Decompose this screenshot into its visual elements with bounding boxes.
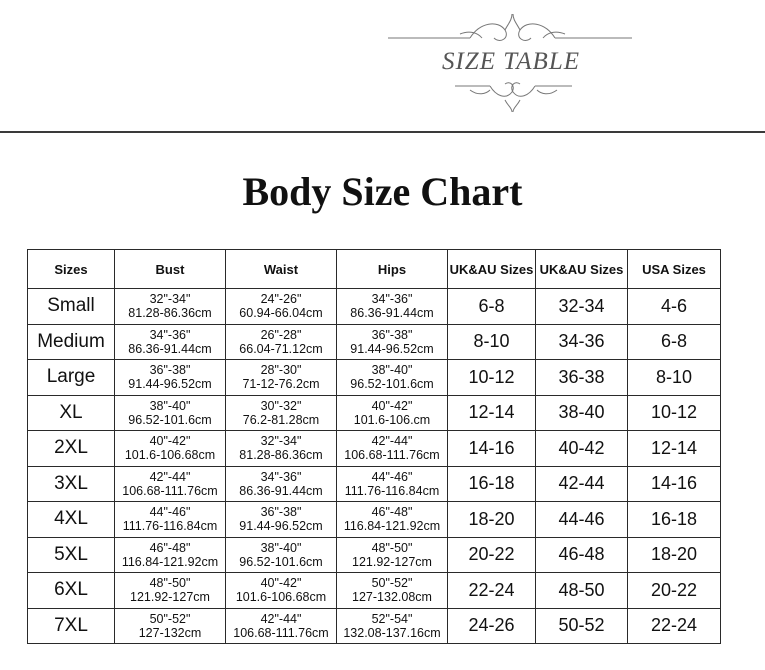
usa-size-cell: 4-6 <box>628 289 721 325</box>
hips-cell-cm: 116.84-121.92cm <box>343 519 441 534</box>
hips-cell-inches: 34"-36" <box>371 292 413 307</box>
waist-cell <box>226 573 337 609</box>
uk-au-size-cell: 16-18 <box>448 466 536 502</box>
page-title: Body Size Chart <box>242 169 523 214</box>
hips-cell <box>337 573 448 609</box>
hips-cell-inches: 52"-54" <box>371 611 413 626</box>
waist-cell <box>226 360 337 396</box>
size-cell: 2XL <box>28 431 115 467</box>
size-cell: 3XL <box>28 466 115 502</box>
bust-cell <box>115 431 226 467</box>
bust-cell <box>115 324 226 360</box>
waist-cell-inches: 42"-44" <box>260 611 302 626</box>
bust-cell-cm: 111.76-116.84cm <box>122 519 218 534</box>
size-cell: 5XL <box>28 537 115 573</box>
waist-cell <box>226 395 337 431</box>
bust-cell-inches: 48"-50" <box>149 576 191 591</box>
column-header: USA Sizes <box>628 250 721 289</box>
hips-cell <box>337 502 448 538</box>
bust-cell-inches: 36"-38" <box>149 363 191 378</box>
uk-au-size-cell: 8-10 <box>448 324 536 360</box>
uk-au-size-cell: 22-24 <box>448 573 536 609</box>
uk-au-size-cell: 24-26 <box>448 608 536 644</box>
hips-cell <box>337 360 448 396</box>
bust-cell-inches: 44"-46" <box>149 505 191 520</box>
table-row <box>28 573 721 609</box>
bust-cell-inches: 46"-48" <box>149 540 191 555</box>
hips-cell <box>337 537 448 573</box>
waist-cell <box>226 608 337 644</box>
usa-size-cell: 22-24 <box>628 608 721 644</box>
uk-au-size-cell-2: 48-50 <box>536 573 628 609</box>
hips-cell-inches: 42"-44" <box>371 434 413 449</box>
waist-cell-cm: 71-12-76.2cm <box>242 377 320 392</box>
waist-cell <box>226 466 337 502</box>
bust-cell-inches: 50"-52" <box>149 611 191 626</box>
bust-cell <box>115 502 226 538</box>
size-cell: 6XL <box>28 573 115 609</box>
table-row <box>28 608 721 644</box>
uk-au-size-cell-2: 50-52 <box>536 608 628 644</box>
hips-cell <box>337 466 448 502</box>
waist-cell-cm: 106.68-111.76cm <box>233 625 329 640</box>
size-cell: Medium <box>28 324 115 360</box>
table-row <box>28 431 721 467</box>
column-header: Hips <box>337 250 448 289</box>
bust-cell <box>115 608 226 644</box>
table-row <box>28 289 721 325</box>
hips-cell-cm: 132.08-137.16cm <box>343 625 441 640</box>
size-table-banner <box>0 0 765 132</box>
hips-cell <box>337 431 448 467</box>
waist-cell-cm: 96.52-101.6cm <box>239 554 323 569</box>
bust-cell-cm: 121.92-127cm <box>130 590 210 605</box>
table-row <box>28 502 721 538</box>
hips-cell-cm: 91.44-96.52cm <box>350 341 434 356</box>
hips-cell-cm: 86.36-91.44cm <box>350 306 434 321</box>
hips-cell-cm: 96.52-101.6cm <box>350 377 434 392</box>
hips-cell <box>337 289 448 325</box>
size-cell: XL <box>28 395 115 431</box>
hips-cell-inches: 36"-38" <box>371 327 413 342</box>
usa-size-cell: 20-22 <box>628 573 721 609</box>
table-row <box>28 537 721 573</box>
waist-cell-cm: 91.44-96.52cm <box>239 519 323 534</box>
table-row <box>28 466 721 502</box>
bust-cell-cm: 91.44-96.52cm <box>128 377 212 392</box>
usa-size-cell: 8-10 <box>628 360 721 396</box>
waist-cell-cm: 81.28-86.36cm <box>239 448 323 463</box>
hips-cell-cm: 127-132.08cm <box>352 590 432 605</box>
bust-cell <box>115 395 226 431</box>
size-table <box>27 249 721 644</box>
uk-au-size-cell-2: 46-48 <box>536 537 628 573</box>
uk-au-size-cell-2: 32-34 <box>536 289 628 325</box>
usa-size-cell: 14-16 <box>628 466 721 502</box>
waist-cell-inches: 40"-42" <box>260 576 302 591</box>
bust-cell <box>115 537 226 573</box>
uk-au-size-cell-2: 42-44 <box>536 466 628 502</box>
bust-cell-cm: 127-132cm <box>138 625 202 640</box>
bust-cell-inches: 32"-34" <box>149 292 191 307</box>
waist-cell-cm: 66.04-71.12cm <box>239 341 323 356</box>
bust-cell <box>115 289 226 325</box>
size-cell: Small <box>28 289 115 325</box>
hips-cell-inches: 48"-50" <box>371 540 413 555</box>
bust-cell-inches: 34"-36" <box>149 327 191 342</box>
waist-cell <box>226 324 337 360</box>
uk-au-size-cell-2: 44-46 <box>536 502 628 538</box>
table-row <box>28 324 721 360</box>
bust-cell <box>115 573 226 609</box>
bust-cell-cm: 81.28-86.36cm <box>128 306 212 321</box>
bust-cell-cm: 96.52-101.6cm <box>128 412 212 427</box>
bust-cell-inches: 42"-44" <box>149 469 191 484</box>
usa-size-cell: 6-8 <box>628 324 721 360</box>
ornament-flourish-icon <box>0 0 765 132</box>
uk-au-size-cell: 14-16 <box>448 431 536 467</box>
usa-size-cell: 18-20 <box>628 537 721 573</box>
size-cell: 4XL <box>28 502 115 538</box>
waist-cell-cm: 101.6-106.68cm <box>235 590 327 605</box>
column-header: UK&AU Sizes <box>536 250 628 289</box>
uk-au-size-cell: 18-20 <box>448 502 536 538</box>
column-header: Sizes <box>28 250 115 289</box>
waist-cell-inches: 24"-26" <box>260 292 302 307</box>
table-row <box>28 360 721 396</box>
hips-cell <box>337 324 448 360</box>
uk-au-size-cell-2: 38-40 <box>536 395 628 431</box>
uk-au-size-cell: 20-22 <box>448 537 536 573</box>
uk-au-size-cell-2: 36-38 <box>536 360 628 396</box>
uk-au-size-cell-2: 34-36 <box>536 324 628 360</box>
hips-cell-cm: 111.76-116.84cm <box>344 483 440 498</box>
waist-cell <box>226 537 337 573</box>
hips-cell-cm: 106.68-111.76cm <box>344 448 440 463</box>
hips-cell-inches: 50"-52" <box>371 576 413 591</box>
table-row <box>28 395 721 431</box>
column-header: Bust <box>115 250 226 289</box>
column-header: Waist <box>226 250 337 289</box>
hips-cell-inches: 38"-40" <box>371 363 413 378</box>
usa-size-cell: 12-14 <box>628 431 721 467</box>
hips-cell-cm: 101.6-106.cm <box>353 412 431 427</box>
waist-cell-inches: 34"-36" <box>260 469 302 484</box>
size-cell: Large <box>28 360 115 396</box>
waist-cell-inches: 36"-38" <box>260 505 302 520</box>
bust-cell-cm: 116.84-121.92cm <box>121 554 219 569</box>
usa-size-cell: 16-18 <box>628 502 721 538</box>
hips-cell-cm: 121.92-127cm <box>352 554 432 569</box>
bust-cell <box>115 360 226 396</box>
hips-cell-inches: 46"-48" <box>371 505 413 520</box>
waist-cell-cm: 60.94-66.04cm <box>239 306 323 321</box>
uk-au-size-cell-2: 40-42 <box>536 431 628 467</box>
uk-au-size-cell: 12-14 <box>448 395 536 431</box>
waist-cell-inches: 32"-34" <box>260 434 302 449</box>
size-cell: 7XL <box>28 608 115 644</box>
uk-au-size-cell: 10-12 <box>448 360 536 396</box>
column-header: UK&AU Sizes <box>448 250 536 289</box>
waist-cell-cm: 86.36-91.44cm <box>239 483 323 498</box>
bust-cell-cm: 106.68-111.76cm <box>122 483 218 498</box>
waist-cell <box>226 431 337 467</box>
bust-cell-inches: 38"-40" <box>149 398 191 413</box>
waist-cell <box>226 289 337 325</box>
hips-cell <box>337 395 448 431</box>
bust-cell-cm: 86.36-91.44cm <box>128 341 212 356</box>
uk-au-size-cell: 6-8 <box>448 289 536 325</box>
waist-cell-cm: 76.2-81.28cm <box>242 412 320 427</box>
banner-title: SIZE TABLE <box>441 48 580 75</box>
bust-cell <box>115 466 226 502</box>
bust-cell-cm: 101.6-106.68cm <box>124 448 216 463</box>
divider <box>0 131 765 133</box>
hips-cell-inches: 40"-42" <box>371 398 413 413</box>
hips-cell-inches: 44"-46" <box>371 469 413 484</box>
usa-size-cell: 10-12 <box>628 395 721 431</box>
hips-cell <box>337 608 448 644</box>
waist-cell-inches: 30"-32" <box>260 398 302 413</box>
waist-cell-inches: 28"-30" <box>260 363 302 378</box>
bust-cell-inches: 40"-42" <box>149 434 191 449</box>
waist-cell <box>226 502 337 538</box>
waist-cell-inches: 26"-28" <box>260 327 302 342</box>
table-header-row <box>28 250 721 289</box>
waist-cell-inches: 38"-40" <box>260 540 302 555</box>
